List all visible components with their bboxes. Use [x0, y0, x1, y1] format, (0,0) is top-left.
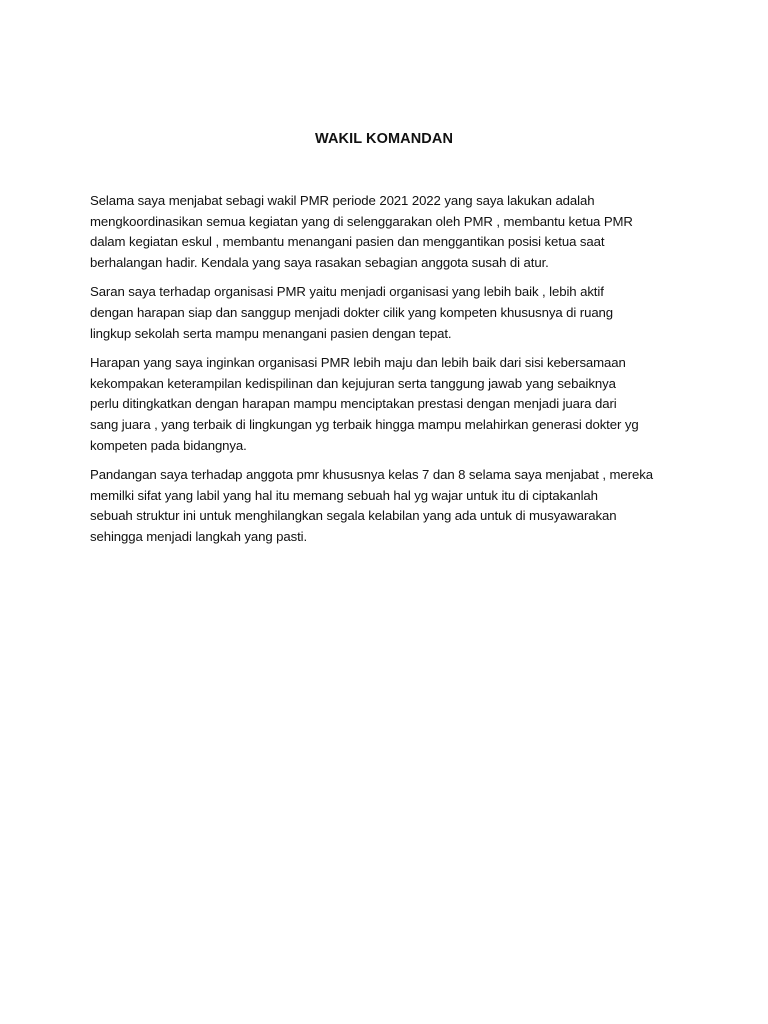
text-line: dengan harapan siap dan sanggup menjadi dokter cilik yang kompeten khususnya di ruang [90, 304, 614, 320]
text-line: Pandangan saya terhadap anggota pmr khususnya kelas 7 dan 8 selama saya menjabat , mereka [90, 467, 653, 483]
text-line: Saran saya terhadap organisasi PMR yaitu menjadi organisasi yang lebih baik , lebih aktif [90, 284, 604, 300]
paragraph-views [90, 465, 690, 547]
document-title: WAKIL KOMANDAN [314, 131, 454, 147]
text-line: kekompakan keterampilan kedispilinan dan kejujuran serta tanggung jawab yang sebaiknya [90, 375, 616, 391]
paragraph-duties [90, 191, 690, 273]
paragraph-hopes [90, 353, 690, 456]
text-line: sebuah struktur ini untuk menghilangkan segala kelabilan yang ada untuk di musyawarakan [90, 508, 617, 524]
text-line: lingkup sekolah serta mampu menangani pasien dengan tepat. [90, 325, 452, 341]
text-line: mengkoordinasikan semua kegiatan yang di selenggarakan oleh PMR , membantu ketua PMR [90, 213, 633, 229]
text-line: kompeten pada bidangnya. [90, 437, 247, 453]
text-line: perlu ditingkatkan dengan harapan mampu menciptakan prestasi dengan menjadi juara dari [90, 396, 617, 412]
text-line: berhalangan hadir. Kendala yang saya rasakan sebagian anggota susah di atur. [90, 254, 549, 270]
text-line: sang juara , yang terbaik di lingkungan yg terbaik hingga mampu melahirkan generasi dokter yg [90, 416, 639, 432]
text-line: sehingga menjadi langkah yang pasti. [90, 528, 308, 544]
paragraph-suggestions [90, 282, 690, 344]
text-line: Harapan yang saya inginkan organisasi PMR lebih maju dan lebih baik dari sisi kebersamaan [90, 355, 626, 371]
document-body [90, 191, 690, 557]
text-line: Selama saya menjabat sebagi wakil PMR periode 2021 2022 yang saya lakukan adalah [90, 193, 595, 208]
text-line: dalam kegiatan eskul , membantu menangani pasien dan menggantikan posisi ketua saat [90, 234, 605, 250]
text-line: memilki sifat yang labil yang hal itu memang sebuah hal yg wajar untuk itu di ciptakanlah [90, 487, 598, 503]
